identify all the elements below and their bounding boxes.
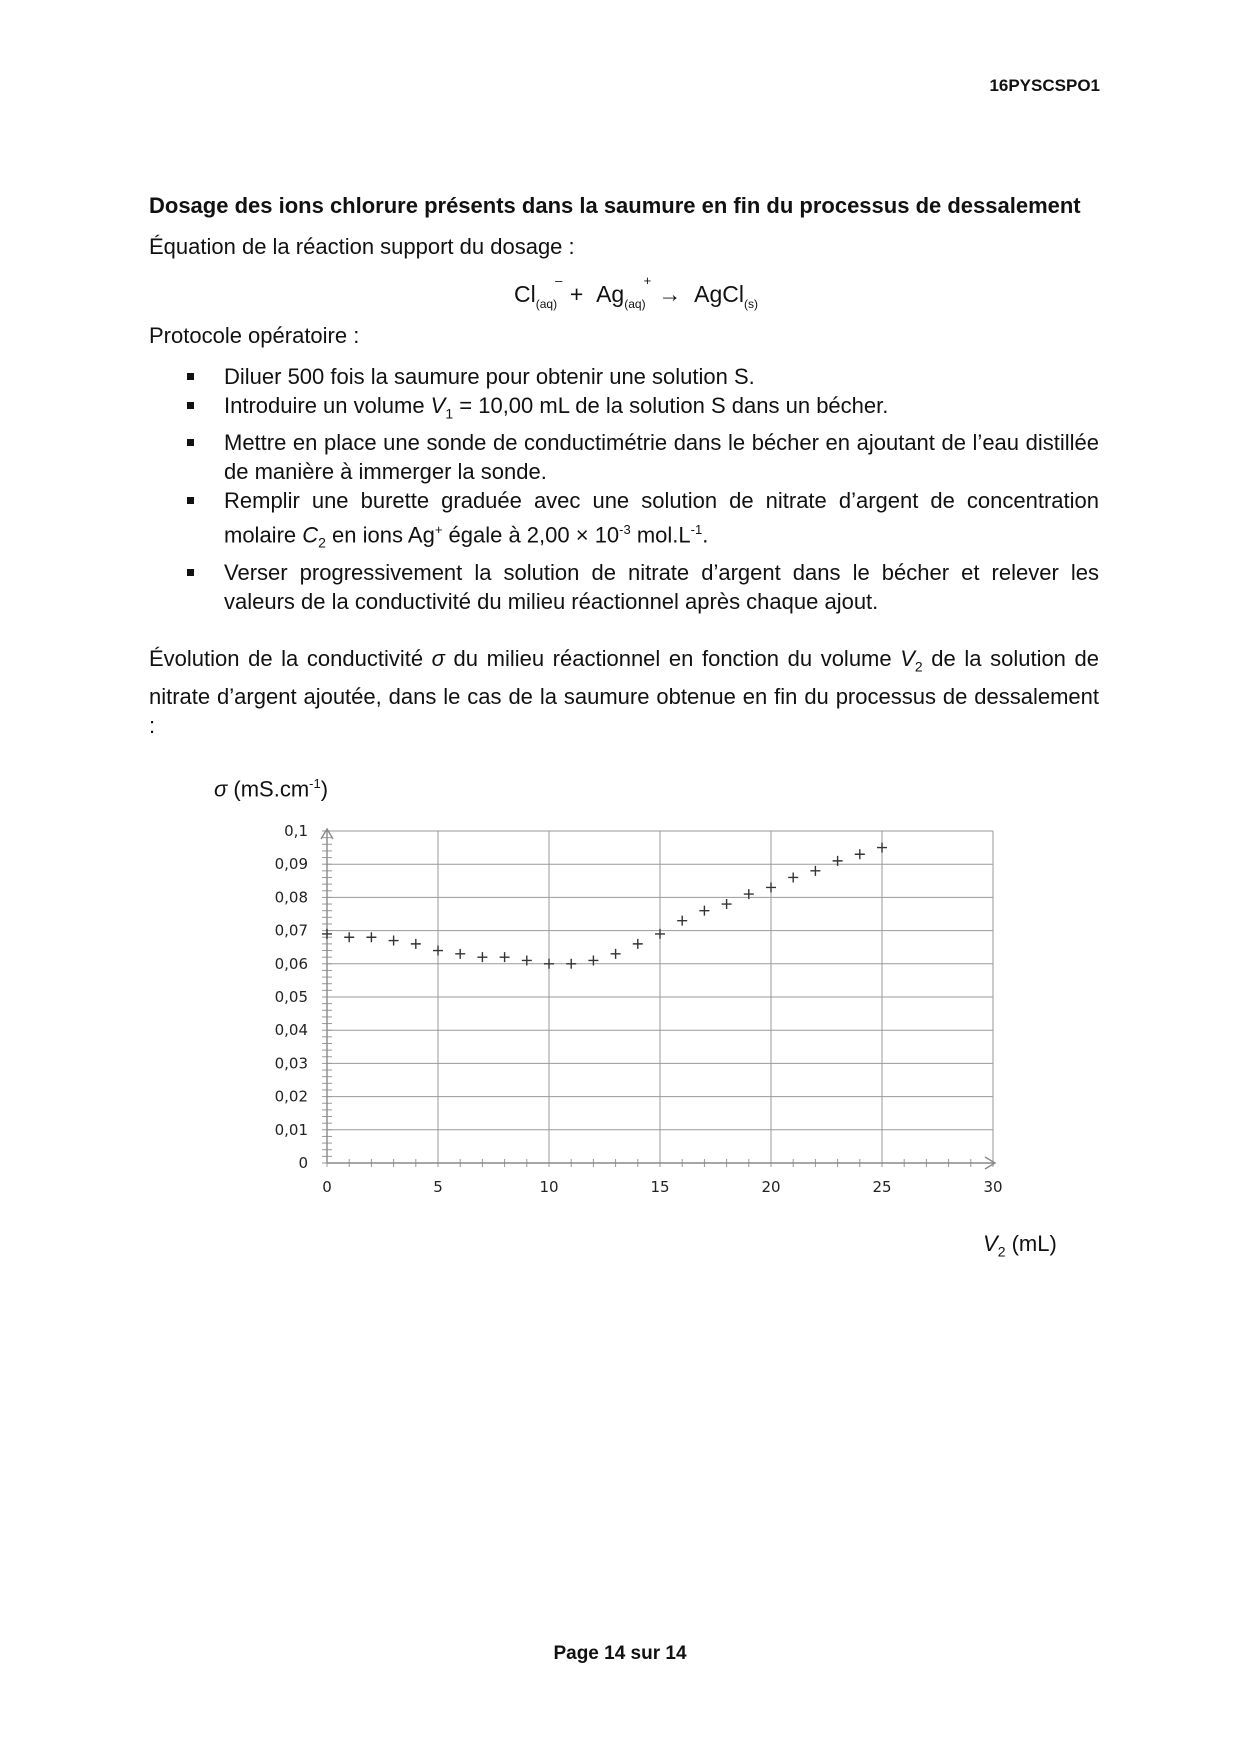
list-item: Remplir une burette graduée avec une solution de nitrate d’argent de concentration molaire $C_2$ en ions Ag+ égale à $2,00 \times 10^{-3}$ $mol.L^{-1}$. (149, 486, 1099, 558)
data-point (344, 932, 354, 942)
protocol-title: Protocole opératoire : (149, 323, 360, 348)
chloride-ion: Cl – $_{(aq)}$ (514, 273, 563, 311)
y-tick-label: 0,06 (274, 954, 308, 973)
list-item: Diluer 500 fois la saumure pour obtenir une solution S. (149, 362, 1099, 391)
y-tick-label: 0,04 (274, 1021, 308, 1040)
data-point (766, 882, 776, 892)
page-number: Page 14 sur 14 (553, 1643, 687, 1664)
silver-chloride: AgCl$_{(s)}$ (694, 281, 758, 311)
data-point (810, 866, 820, 876)
section-heading: Dosage des ions chlorure présents dans la saumure en fin du processus de dessalement (149, 193, 1081, 218)
data-point (566, 959, 576, 969)
x-tick-label: 25 (872, 1178, 892, 1196)
data-point (455, 949, 465, 959)
data-point (611, 949, 621, 959)
y-tick-label: 0,08 (274, 888, 308, 907)
data-point (433, 946, 443, 956)
list-item: Verser progressivement la solution de nitrate d’argent dans le bécher et relever les valeurs de la conductivité du milieu réactionnel après chaque ajout. (149, 558, 1099, 616)
y-tick-label: 0,05 (274, 988, 308, 1006)
y-tick-label: 0,01 (274, 1120, 308, 1139)
list-item: Mettre en place une sonde de conductimétrie dans le bécher en ajoutant de l’eau distillée de manière à immerger la sonde. (149, 428, 1099, 486)
plus-sign: + (569, 281, 584, 307)
list-item: Introduire un volume $V_1 = 10,00$ mL de la solution S dans un bécher. (149, 391, 1099, 428)
y-axis-label: σ $(mS.cm^{-1})$ (214, 776, 329, 802)
data-point (544, 959, 554, 969)
evolution-paragraph: Évolution de la conductivité σ du milieu réactionnel en fonction du volume $V_2$ de la solution de nitrate d’argent ajoutée, dans le cas de la saumure obtenue en fin du processus de dessalement : (149, 646, 1099, 738)
data-point (411, 939, 421, 949)
x-tick-label: 5 (433, 1178, 443, 1196)
document-code: 16PYSCSPO1 (989, 76, 1100, 95)
data-point (722, 899, 732, 909)
data-point (699, 906, 709, 916)
data-point (633, 939, 643, 949)
x-axis-label: $V_2$ (mL) (983, 1231, 1057, 1260)
data-point (877, 843, 887, 853)
data-point (389, 936, 399, 946)
silver-ion: Ag + $_{(aq)}$ (596, 273, 652, 311)
data-point (366, 932, 376, 942)
data-point (500, 952, 510, 962)
x-tick-label: 10 (539, 1178, 559, 1196)
reaction-arrow: → (658, 281, 682, 307)
x-tick-label: 15 (650, 1178, 670, 1196)
y-tick-label: 0,1 (284, 822, 308, 840)
y-tick-label: 0,03 (274, 1054, 308, 1073)
data-point (477, 952, 487, 962)
data-point (677, 916, 687, 926)
x-tick-label: 30 (983, 1178, 1003, 1196)
y-tick-label: 0,02 (274, 1087, 308, 1106)
data-point (788, 872, 798, 882)
y-tick-label: 0,07 (274, 921, 308, 940)
y-tick-label: 0 (298, 1154, 308, 1172)
x-tick-label: 0 (322, 1178, 332, 1196)
equation-intro: Équation de la réaction support du dosage : (149, 234, 575, 259)
x-tick-label: 20 (761, 1178, 781, 1196)
data-point (855, 849, 865, 859)
y-tick-label: 0,09 (274, 855, 308, 874)
